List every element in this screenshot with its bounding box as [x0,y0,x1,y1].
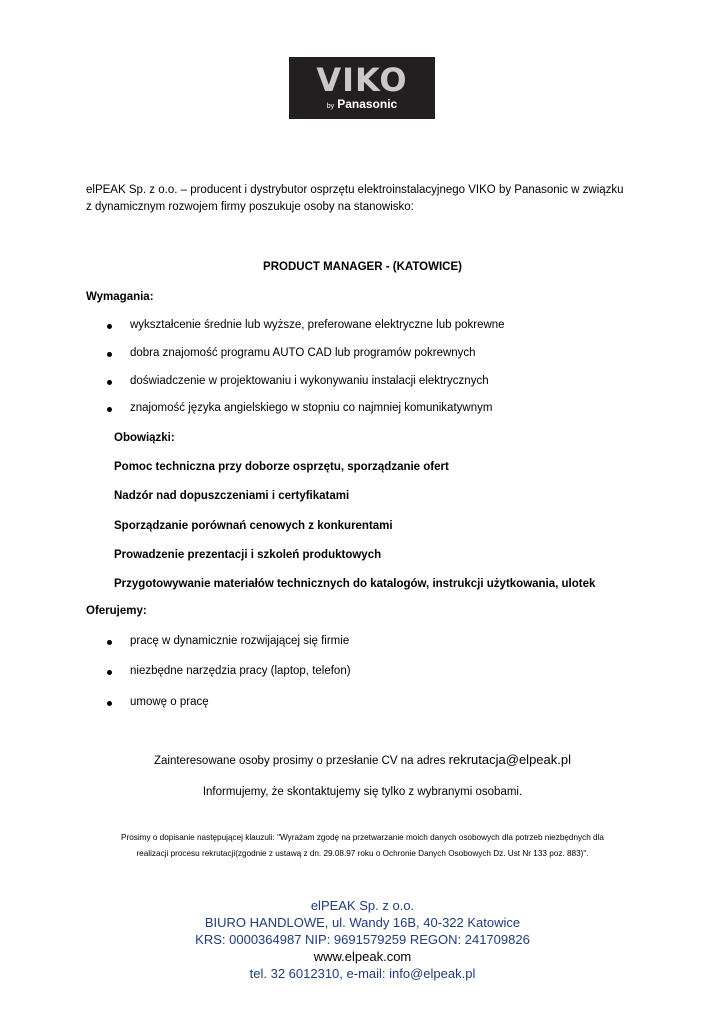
footer-registry: KRS: 0000364987 NIP: 9691579259 REGON: 241709826 [195,932,530,947]
duties-heading: Obowiązki: [114,432,175,444]
bullet-icon [107,324,112,329]
bullet-icon [107,352,112,357]
duty-item: Pomoc techniczna przy doborze osprzętu, sporządzanie ofert [114,461,449,473]
requirement-item: wykształcenie średnie lub wyższe, preferowane elektryczne lub pokrewne [130,319,505,331]
offer-item: niezbędne narzędzia pracy (laptop, telefon) [130,665,351,677]
offer-item: umowę o pracę [130,696,209,708]
intro-line-1: elPEAK Sp. z o.o. – producent i dystrybutor osprzętu elektroinstalacyjnego VIKO by Panasonic w związku [86,184,624,196]
offer-item: pracę w dynamicznie rozwijającej się firmie [130,635,350,647]
logo-brand: VIKO [316,61,408,99]
cv-email: rekrutacja@elpeak.pl [448,752,571,767]
bullet-icon [107,407,112,412]
requirements-heading: Wymagania: [86,291,154,303]
cv-request-text: Zainteresowane osoby prosimy o przesłanie CV na adres [153,755,449,767]
bullet-icon [107,640,112,645]
contact-info-note: Informujemy, że skontaktujemy się tylko z wybranymi osobami. [202,786,523,798]
viko-panasonic-logo [289,57,435,119]
footer-company: elPEAK Sp. z o.o. [310,898,415,913]
bullet-icon [107,380,112,385]
logo-maker: Panasonic [337,97,398,111]
footer-website[interactable]: www.elpeak.com [313,949,412,964]
offer-heading: Oferujemy: [86,605,147,617]
requirement-item: znajomość języka angielskiego w stopniu co najmniej komunikatywnym [130,402,493,414]
bullet-icon [107,670,112,675]
duty-item: Nadzór nad dopuszczeniami i certyfikatami [114,490,350,502]
logo-maker-line [289,97,435,114]
bullet-icon [107,701,112,706]
requirement-item: dobra znajomość programu AUTO CAD lub programów pokrewnych [130,347,476,359]
footer-address: BIURO HANDLOWE, ul. Wandy 16B, 40-322 Katowice [204,915,521,930]
gdpr-clause-line-2: realizacji procesu rekrutacji(zgodnie z ustawą z dn. 29.08.97 roku o Ochronie Danych Osobowych Dz. Ust Nr 133 poz. 883)". [136,849,589,858]
intro-line-2: z dynamicznym rozwojem firmy poszukuje osoby na stanowisko: [86,201,414,213]
cv-request [0,752,725,769]
duty-item: Sporządzanie porównań cenowych z konkurentami [114,520,393,532]
duty-item: Prowadzenie prezentacji i szkoleń produktowych [114,549,382,561]
logo-by: by [326,103,335,110]
requirement-item: doświadczenie w projektowaniu i wykonywaniu instalacji elektrycznych [130,375,489,387]
gdpr-clause-line-1: Prosimy o dopisanie następującej klauzuli: "Wyrażam zgodę na przetwarzanie moich danych osobowych dla potrzeb niezbędnych dla [121,833,604,842]
duty-item: Przygotowywanie materiałów technicznych do katalogów, instrukcji użytkowania, ulotek [114,578,596,590]
footer-phone-email: tel. 32 6012310, e-mail: info@elpeak.pl [249,966,476,981]
position-title: PRODUCT MANAGER - (KATOWICE) [263,261,462,273]
